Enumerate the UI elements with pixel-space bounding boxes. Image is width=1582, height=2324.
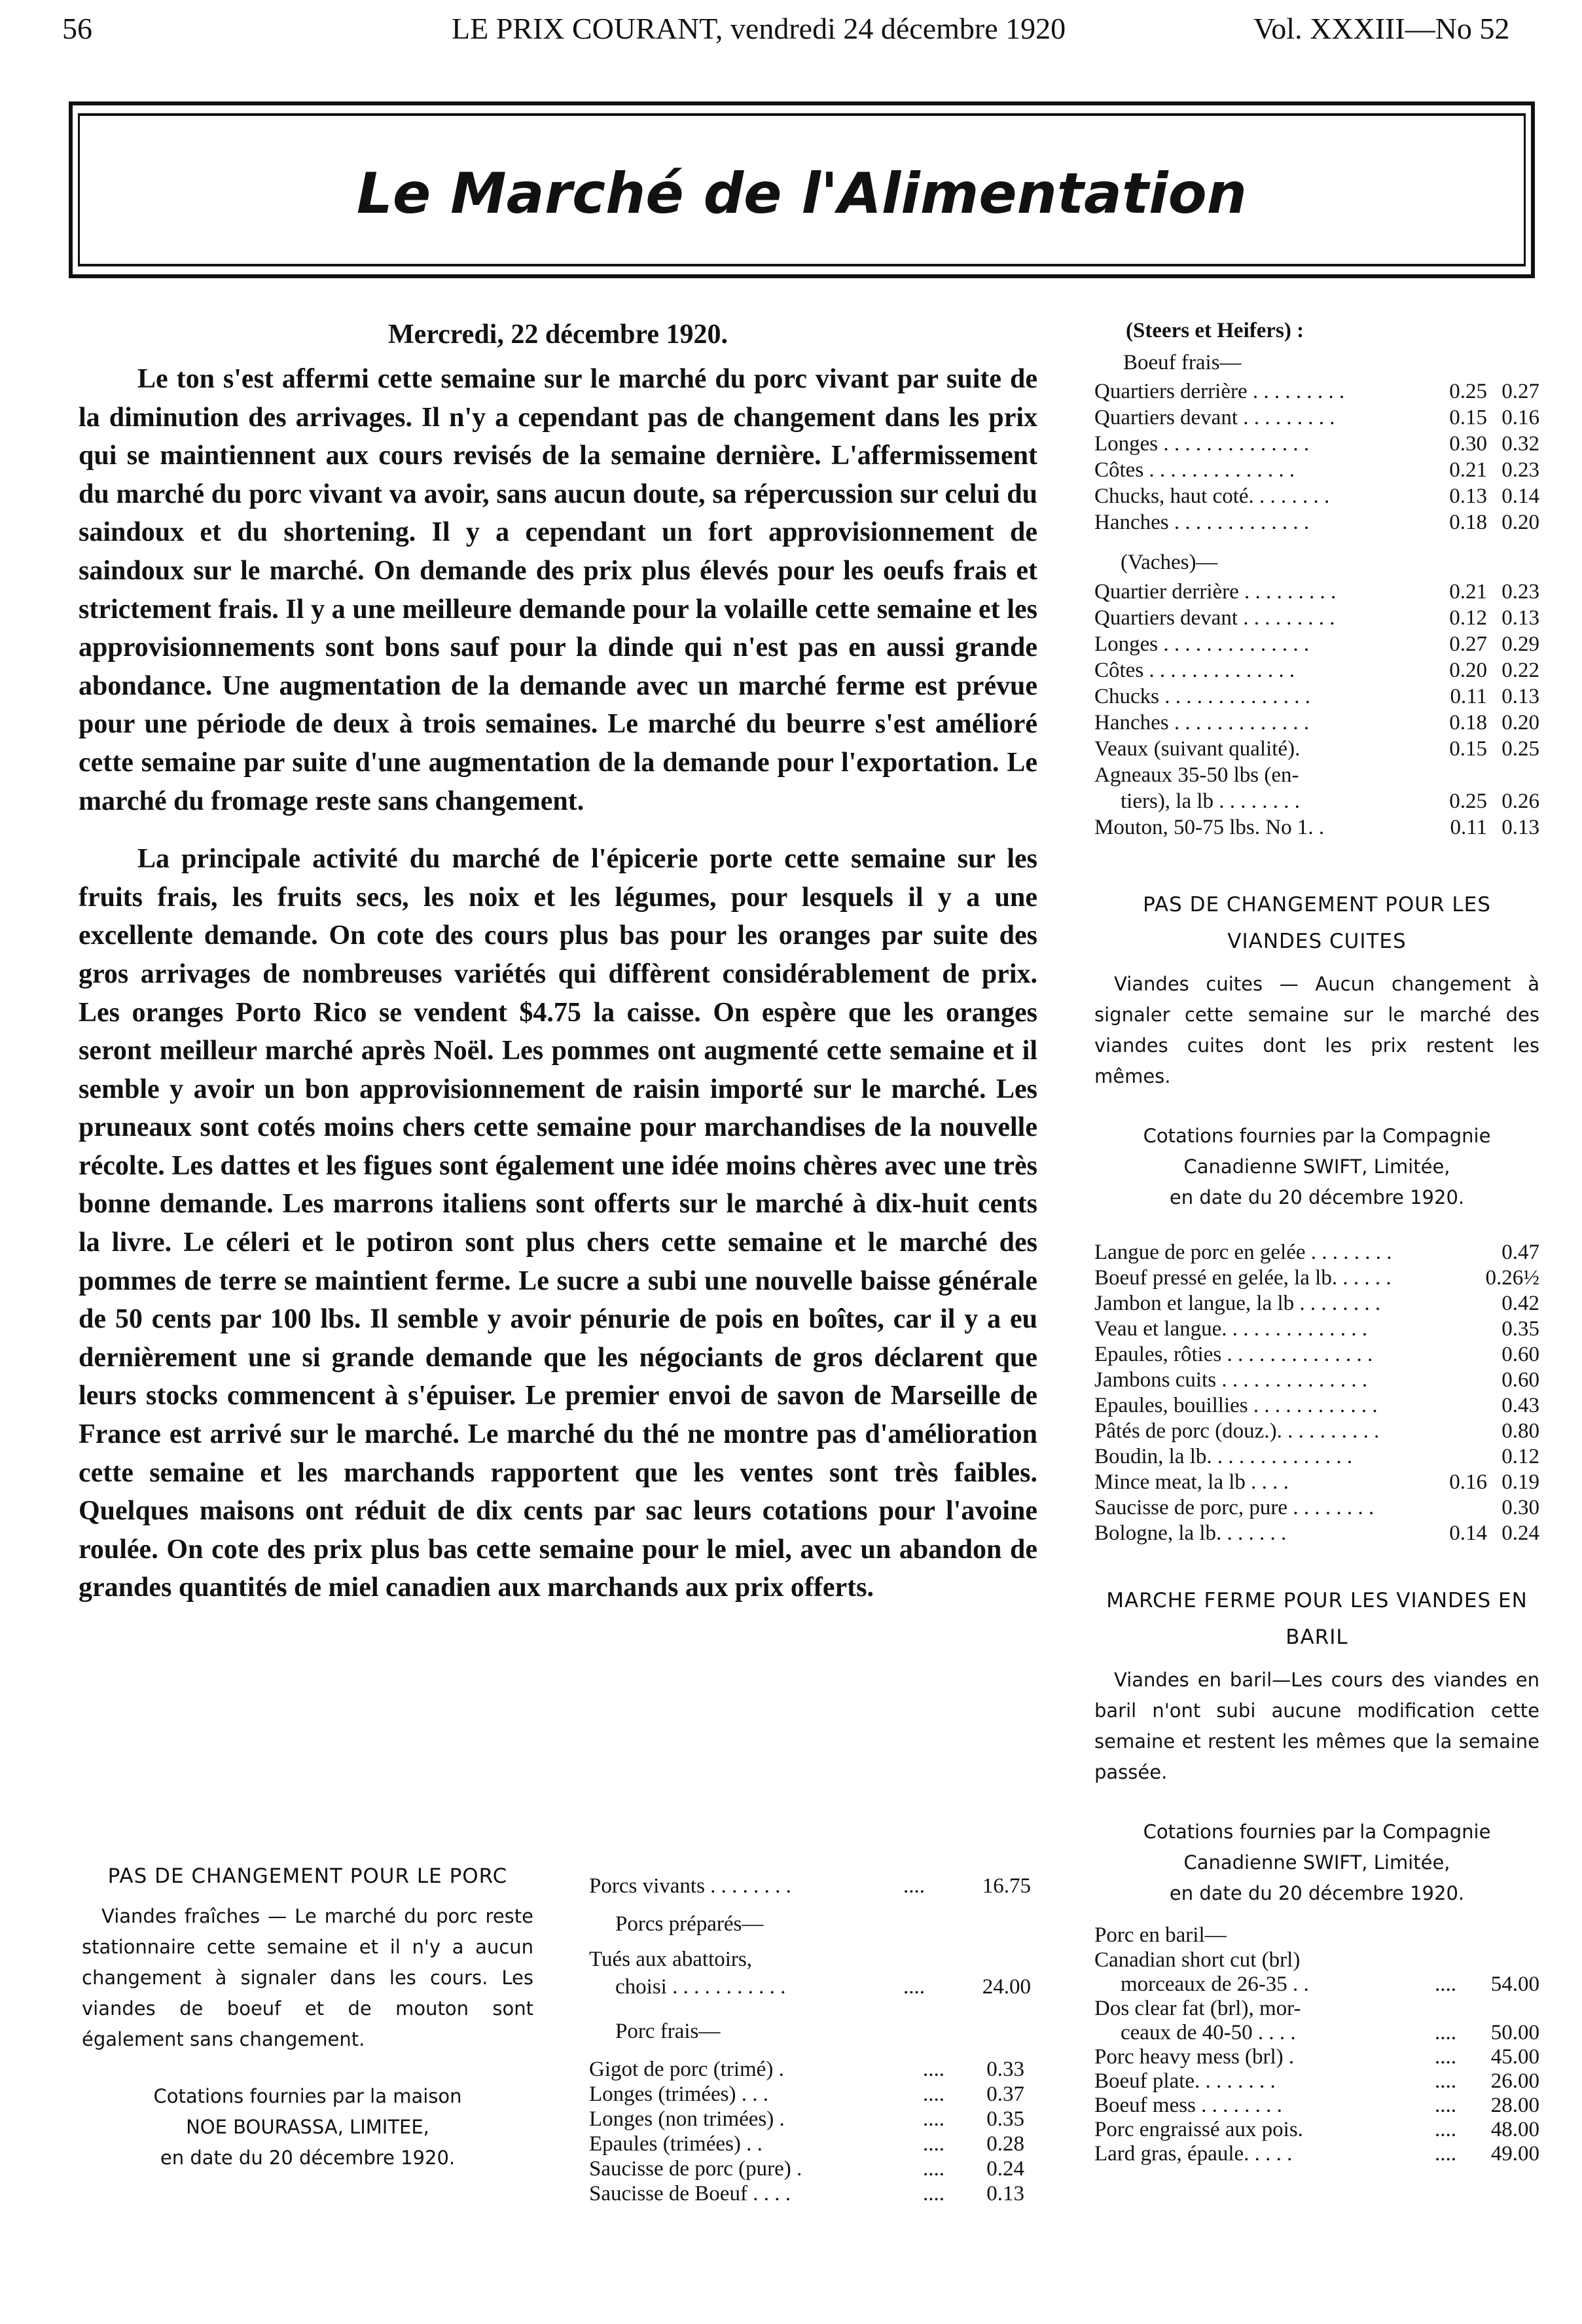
price-max: 0.60 — [1501, 1343, 1539, 1366]
price-dots: .... — [923, 2157, 944, 2181]
price-row — [1094, 1443, 1539, 1469]
price-label: morceaux de 26-35 . . — [1121, 1972, 1309, 1996]
price-label: Boudin, la lb. . . . . . . . . . . . . . — [1094, 1445, 1353, 1468]
price-min: 0.25 — [1449, 380, 1487, 403]
price-row — [1094, 2141, 1539, 2165]
price-label: Canadian short cut (brl) — [1094, 1948, 1301, 1972]
price-label: Boeuf pressé en gelée, la lb. . . . . . — [1094, 1266, 1392, 1290]
price-max: 0.23 — [1501, 580, 1539, 604]
price-dots: .... — [1435, 2021, 1456, 2044]
price-max: 0.13 — [1501, 606, 1539, 630]
baril-text: Viandes en baril—Les cours des viandes en baril n'ont subi aucune modification cette semaine et restent les mêmes que la semaine passée. — [1094, 1669, 1539, 1783]
price-label: Porc engraissé aux pois. — [1094, 2118, 1303, 2141]
price-row — [1094, 1495, 1539, 1520]
price-min: 0.12 — [1449, 606, 1487, 630]
main-article — [79, 313, 1037, 1607]
baril-credit-2: Canadienne SWIFT, Limitée, — [1183, 1851, 1450, 1874]
article-body — [79, 360, 1037, 1607]
volume-number: Vol. XXXIII—No 52 — [1253, 12, 1510, 45]
price-min: 0.27 — [1449, 632, 1487, 656]
price-max: 0.29 — [1501, 632, 1539, 656]
price-label: choisi . . . . . . . . . . . — [615, 1975, 786, 1999]
price-label: Epaules, rôties . . . . . . . . . . . . . . — [1094, 1343, 1373, 1366]
price-max: 0.20 — [1501, 511, 1539, 534]
price-label: Hanches . . . . . . . . . . . . . — [1094, 711, 1310, 735]
price-min: 0.15 — [1449, 737, 1487, 761]
price-dots: .... — [1435, 2045, 1456, 2069]
price-row — [1094, 483, 1539, 509]
price-max: 0.60 — [1501, 1368, 1539, 1392]
price-label: Longes . . . . . . . . . . . . . . — [1094, 432, 1310, 456]
baril-credit-3: en date du 20 décembre 1920. — [1169, 1882, 1465, 1904]
price-min: 0.21 — [1449, 580, 1487, 604]
price-min: 0.16 — [1449, 1470, 1487, 1494]
price-label: Chucks, haut coté. . . . . . . . — [1094, 484, 1330, 508]
price-row — [1094, 1290, 1539, 1316]
price-label: Mouton, 50-75 lbs. No 1. . — [1094, 816, 1325, 839]
porc-credit-2: NOE BOURASSA, LIMITEE, — [186, 2116, 429, 2138]
price-row — [1094, 1469, 1539, 1495]
porc-section — [82, 1858, 533, 2173]
price-max: 0.12 — [1501, 1445, 1539, 1468]
price-row — [1094, 378, 1539, 405]
price-max: 0.13 — [1501, 685, 1539, 708]
price-row — [1094, 2068, 1539, 2092]
price-row — [1094, 1971, 1539, 1995]
price-max: 0.32 — [1501, 432, 1539, 456]
steers-heading: (Steers et Heifers) : — [1126, 319, 1304, 342]
price-label: Porc heavy mess (brl) . — [1094, 2045, 1295, 2069]
price-label: Veaux (suivant qualité). — [1094, 737, 1301, 761]
price-dots: .... — [1435, 2094, 1456, 2117]
price-row — [1094, 1239, 1539, 1265]
price-label: Côtes . . . . . . . . . . . . . . — [1094, 659, 1295, 682]
porc-credit-3: en date du 20 décembre 1920. — [160, 2147, 456, 2169]
porc-text: Viandes fraîches — Le marché du porc reste stationnaire cette semaine et il n'y a aucun changement à signaler dans les cours. Les viandes de boeuf et de mouton sont également sans changement. — [82, 1905, 533, 2050]
price-max: 0.42 — [1501, 1292, 1539, 1315]
price-dots: .... — [1435, 1972, 1456, 1996]
price-row — [1094, 405, 1539, 431]
price-row — [1094, 2044, 1539, 2068]
price-value: 28.00 — [1490, 2094, 1539, 2117]
article-date: Mercredi, 22 décembre 1920. — [387, 319, 728, 350]
price-min: 0.18 — [1449, 711, 1487, 735]
cuites-text: Viandes cuites — Aucun changement à signaler cette semaine sur le marché des viandes cuites dont les prix restent les mêmes. — [1094, 973, 1539, 1087]
price-min: 0.14 — [1449, 1521, 1487, 1545]
price-value: 45.00 — [1490, 2045, 1539, 2069]
cuites-credit-1: Cotations fournies par la Compagnie — [1143, 1125, 1491, 1147]
price-max: 0.22 — [1501, 659, 1539, 682]
price-row — [1094, 710, 1539, 736]
price-label: Saucisse de porc (pure) . — [589, 2157, 802, 2181]
price-max: 0.27 — [1501, 380, 1539, 403]
price-dots: .... — [903, 1874, 925, 1898]
price-value: 50.00 — [1490, 2021, 1539, 2044]
price-label: Lard gras, épaule. . . . . — [1094, 2142, 1293, 2166]
price-row — [1094, 657, 1539, 683]
price-label: Quartiers derrière . . . . . . . . . — [1094, 380, 1345, 403]
price-label: Langue de porc en gelée . . . . . . . . — [1094, 1241, 1392, 1264]
boeuf-frais-heading: Boeuf frais— — [1123, 351, 1242, 374]
agneaux-line — [1094, 762, 1539, 788]
price-min: 0.13 — [1449, 484, 1487, 508]
price-row — [1094, 431, 1539, 457]
price-value: 48.00 — [1490, 2118, 1539, 2141]
price-value: 26.00 — [1490, 2069, 1539, 2093]
price-max: 0.25 — [1501, 737, 1539, 761]
section-title: Le Marché de l'Alimentation — [357, 161, 1247, 227]
vaches-heading: (Vaches)— — [1121, 551, 1218, 574]
price-max: 0.19 — [1501, 1470, 1539, 1494]
price-min: 0.21 — [1449, 458, 1487, 482]
price-row — [589, 2130, 1031, 2155]
price-label: Boeuf plate. . . . . . . . — [1094, 2069, 1276, 2093]
price-label: Dos clear fat (brl), mor- — [1094, 1997, 1301, 2020]
price-min: 0.11 — [1450, 816, 1487, 839]
price-dots: .... — [903, 1975, 925, 1999]
price-value: 49.00 — [1490, 2142, 1539, 2166]
paragraph-1: Le ton s'est affermi cette semaine sur le marché du porc vivant par suite de la diminution des arrivages. Il n'y a cependant pas de changement dans les prix qui se maintiennent aux cours revisés de la semaine dernière. L'affermissement du marché du porc vivant va avoir, sans aucun doute, sa répercussion sur celui du saindoux et du shortening. Il y a cependant un fort approvisionnement de saindoux sur le marché. On demande des prix plus élevés pour les oeufs frais et strictement frais. Il y a une meilleure demande pour la volaille cette semaine et les approvisionnements sont bons sauf pour la dinde qui n'est pas en aussi grande abondance. Une augmentation de la demande avec un marché ferme est prévue pour une période de deux à trois semaines. Le marché du beurre s'est amélioré cette semaine par suite d'une augmentation de la demande pour l'exportation. Le marché du fromage reste sans changement. — [79, 364, 1037, 816]
price-min: 0.15 — [1449, 406, 1487, 429]
baril-credit-1: Cotations fournies par la Compagnie — [1143, 1821, 1491, 1843]
price-dots: .... — [1435, 2069, 1456, 2093]
price-dots: .... — [1435, 2118, 1456, 2141]
price-dots: .... — [923, 2082, 944, 2106]
price-label: Mince meat, la lb . . . . — [1094, 1470, 1289, 1494]
price-row — [1094, 2092, 1539, 2116]
porc-baril-heading: Porc en baril— — [1094, 1923, 1227, 1947]
title-banner — [69, 101, 1535, 278]
price-label: Longes (trimées) . . . — [589, 2082, 769, 2106]
porc-prices — [589, 1872, 1031, 2205]
price-row — [1094, 1995, 1539, 2020]
price-label: Longes . . . . . . . . . . . . . . — [1094, 632, 1310, 656]
price-label: Quartiers devant . . . . . . . . . — [1094, 606, 1335, 630]
baril-heading: MARCHE FERME POUR LES VIANDES EN BARIL — [1106, 1589, 1528, 1649]
cuites-credit-3: en date du 20 décembre 1920. — [1169, 1186, 1465, 1208]
price-row — [1094, 736, 1539, 762]
price-value: 0.37 — [986, 2082, 1024, 2106]
price-label: Boeuf mess . . . . . . . . — [1094, 2094, 1282, 2117]
price-dots: .... — [923, 2182, 944, 2206]
price-min: 0.20 — [1449, 659, 1487, 682]
price-row — [1094, 631, 1539, 657]
price-row — [589, 2105, 1031, 2130]
price-label: Longes (non trimées) . — [589, 2107, 785, 2131]
paragraph-2: La principale activité du marché de l'épicerie porte cette semaine sur les fruits frais, les fruits secs, les noix et les légumes, pour lesquels il y a une excellente demande. On cote des cours plus bas pour les oranges par suite des gros arrivages de nombreuses variétés qui diffèrent considérablement de prix. Les oranges Porto Rico se vendent $4.75 la caisse. On espère que les oranges seront meilleur marché après Noël. Les pommes ont augmenté cette semaine et il semble y avoir un bon approvisionnement de raisin importé sur le marché. Les pruneaux sont cotés moins chers cette semaine pour marchandises de la nouvelle récolte. Les dattes et les figues sont également une idée moins chères avec une très bonne demande. Les marrons italiens sont offerts sur le marché à dix-huit cents la livre. Le céleri et le potiron sont plus chers cette semaine et le marché des pommes de terre se maintient ferme. Le sucre a subi une nouvelle baisse générale de 50 cents par 100 lbs. Il semble y avoir pénurie de pois en boîtes, car il y a eu dernièrement une si grande demande que les négociants de gros déclarent que leurs stocks commencent à s'épuiser. Le premier envoi de savon de Marseille de France est arrivé sur le marché. Le marché du thé ne montre pas d'amélioration cette semaine et les marchands rapportent que les ventes sont très faibles. Quelques maisons ont réduit de dix cents par sac leurs cotations pour l'avoine roulée. On cote des prix plus bas cette semaine pour le miel, avec un abandon de grandes quantités de miel canadien aux marchands aux prix offerts. — [79, 844, 1037, 1603]
price-row — [1094, 579, 1539, 605]
price-row — [1094, 2116, 1539, 2141]
price-row — [1094, 683, 1539, 710]
price-row — [1094, 2020, 1539, 2044]
price-label: Gigot de porc (trimé) . — [589, 2058, 784, 2081]
price-value: 0.33 — [986, 2058, 1024, 2081]
price-row — [589, 2080, 1031, 2105]
tues-line: Tués aux abattoirs, — [589, 1948, 753, 1971]
price-max: 0.20 — [1501, 711, 1539, 735]
price-row — [615, 1973, 1031, 1999]
price-max: 0.80 — [1501, 1419, 1539, 1443]
price-row — [1094, 814, 1539, 841]
cuites-credit-2: Canadienne SWIFT, Limitée, — [1183, 1155, 1450, 1178]
right-column — [1094, 314, 1539, 2165]
price-max: 0.13 — [1501, 816, 1539, 839]
price-row — [1094, 1947, 1539, 1971]
price-max: 0.24 — [1501, 1521, 1539, 1545]
price-label: Hanches . . . . . . . . . . . . . — [1094, 511, 1310, 534]
price-min: 0.25 — [1449, 790, 1487, 813]
price-label: Jambon et langue, la lb . . . . . . . . — [1094, 1292, 1381, 1315]
price-row — [1094, 605, 1539, 631]
price-label: ceaux de 40-50 . . . . — [1121, 2021, 1296, 2044]
price-dots: .... — [1435, 2142, 1456, 2166]
price-row — [1094, 1418, 1539, 1443]
price-label: Bologne, la lb. . . . . . . — [1094, 1521, 1287, 1545]
porc-heading: PAS DE CHANGEMENT POUR LE PORC — [107, 1864, 508, 1888]
price-row — [1094, 1392, 1539, 1418]
price-row — [1094, 1520, 1539, 1546]
price-max: 0.14 — [1501, 484, 1539, 508]
price-label: Veau et langue. . . . . . . . . . . . . . — [1094, 1317, 1367, 1341]
price-max: 0.35 — [1501, 1317, 1539, 1341]
price-max: 0.43 — [1501, 1394, 1539, 1417]
price-max: 0.16 — [1501, 406, 1539, 429]
price-label: Quartier derrière . . . . . . . . . — [1094, 580, 1337, 604]
price-value: 0.24 — [986, 2157, 1024, 2181]
journal-header: LE PRIX COURANT, vendredi 24 décembre 1920 — [452, 12, 1066, 45]
price-max: 0.26½ — [1485, 1266, 1539, 1290]
price-max: 0.26 — [1501, 790, 1539, 813]
price-row — [1094, 788, 1539, 814]
price-min: 0.30 — [1449, 432, 1487, 456]
cuites-heading: PAS DE CHANGEMENT POUR LES VIANDES CUITES — [1143, 893, 1491, 953]
price-min: 0.18 — [1449, 511, 1487, 534]
price-label: Saucisse de Boeuf . . . . — [589, 2182, 791, 2206]
price-row — [1094, 1265, 1539, 1290]
price-dots: .... — [923, 2132, 944, 2156]
price-min: 0.11 — [1450, 685, 1487, 708]
price-label: tiers), la lb . . . . . . . . — [1121, 790, 1301, 813]
porc-frais-heading: Porc frais— — [615, 2020, 721, 2043]
prepares-heading: Porcs préparés— — [615, 1912, 764, 1936]
price-label: Porcs vivants . . . . . . . . — [589, 1874, 791, 1898]
price-label: Epaules (trimées) . . — [589, 2132, 763, 2156]
price-label: Quartiers devant . . . . . . . . . — [1094, 406, 1335, 429]
price-row — [1094, 509, 1539, 536]
price-label: Epaules, bouillies . . . . . . . . . . . . — [1094, 1394, 1378, 1417]
price-label: Côtes . . . . . . . . . . . . . . — [1094, 458, 1295, 482]
price-label: Saucisse de porc, pure . . . . . . . . — [1094, 1496, 1375, 1519]
price-label: Pâtés de porc (douz.). . . . . . . . . . — [1094, 1419, 1380, 1443]
price-row — [589, 2056, 1031, 2080]
price-value: 54.00 — [1490, 1972, 1539, 1996]
price-row — [589, 2180, 1031, 2205]
price-row — [589, 2155, 1031, 2180]
price-value: 0.28 — [986, 2132, 1024, 2156]
page-number: 56 — [62, 12, 92, 45]
price-row — [589, 1872, 1031, 1910]
price-row — [1094, 1367, 1539, 1392]
price-row — [1094, 1316, 1539, 1341]
price-label: Chucks . . . . . . . . . . . . . . — [1094, 685, 1310, 708]
price-label: Agneaux 35-50 lbs (en- — [1094, 763, 1299, 787]
price-max: 0.30 — [1501, 1496, 1539, 1519]
price-max: 0.47 — [1501, 1241, 1539, 1264]
price-label: Jambons cuits . . . . . . . . . . . . . . — [1094, 1368, 1368, 1392]
price-row — [1094, 1341, 1539, 1367]
price-value: 16.75 — [982, 1874, 1031, 1898]
porc-credit-1: Cotations fournies par la maison — [153, 2085, 462, 2107]
price-value: 0.13 — [986, 2182, 1024, 2206]
price-value: 0.35 — [986, 2107, 1024, 2131]
price-max: 0.23 — [1501, 458, 1539, 482]
price-dots: .... — [923, 2107, 944, 2131]
price-value: 24.00 — [982, 1975, 1031, 1999]
price-row — [1094, 457, 1539, 483]
price-dots: .... — [923, 2058, 944, 2081]
